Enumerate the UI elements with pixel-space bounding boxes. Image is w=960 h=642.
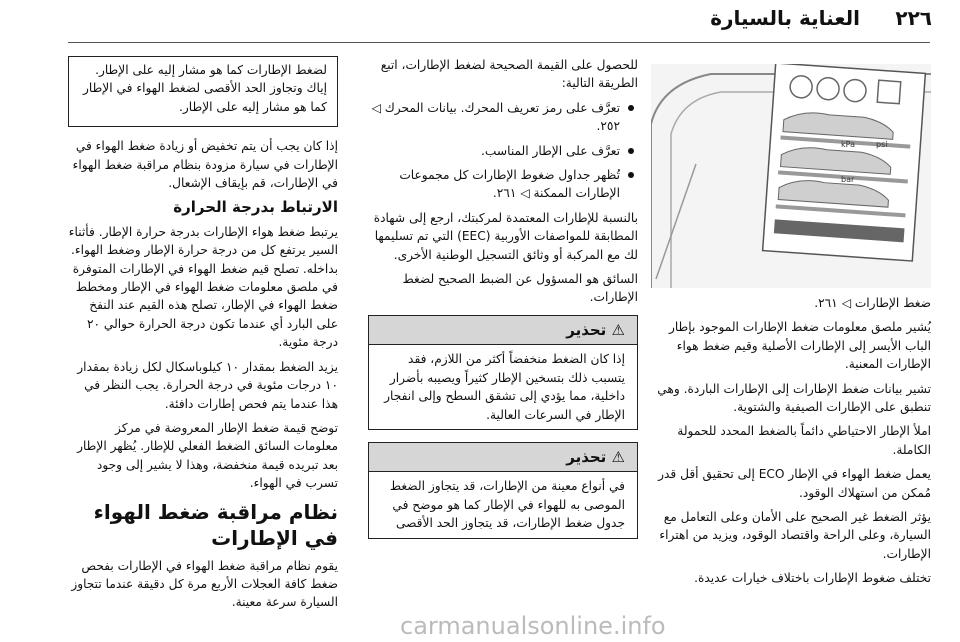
paragraph: يُشير ملصق معلومات ضغط الإطارات الموجود بإطار الباب الأيسر إلى الإطارات الأصلية وقيم ضغط هواء الإطارات المعنية. xyxy=(668,320,931,372)
warning-title: تحذير xyxy=(566,447,607,466)
paragraph: بالنسبة للإطارات المعتمدة لمركبتك، ارجع إلى شهادة المطابقة للمواصفات الأوربية (EEC) التي تم تسليمها لك مع المركبة أو وثائق التسجيل الوطنية الأخرى. xyxy=(373,210,638,262)
section-heading-tpms: نظام مراقبة ضغط الهواء في الإطارات xyxy=(93,499,338,550)
middle-column xyxy=(368,56,638,551)
warning-box xyxy=(368,442,638,539)
left-column xyxy=(68,56,338,618)
warning-body: إذا كان الضغط منخفضاً أكثر من اللازم، فقد يتسبب ذلك بتسخين الإطار كثيراً ويصيبه بأضرار داخلية، مما يؤدي إلى تشقق السطح وإلى انفجار الإطار في السرعات العالية. xyxy=(384,352,625,422)
paragraph: إذا كان يجب أن يتم تخفيض أو زيادة ضغط الهواء في الإطارات في سيارة مزودة بنظام مراقبة ضغط الهواء في الإطارات، قم بإيقاف الإشعال. xyxy=(72,139,338,191)
figure-unit-label: psi xyxy=(876,140,888,149)
warning-icon: ⚠ xyxy=(611,320,625,339)
warning-header xyxy=(369,443,637,472)
paragraph: يزيد الضغط بمقدار ١٠ كيلوباسكال لكل زيادة بمقدار ١٠ درجات مئوية في درجة الحرارة. يجب النظر في هذا عندما يتم فحص إطارات دافئة. xyxy=(77,359,338,411)
note-box xyxy=(68,56,338,127)
right-column xyxy=(651,294,931,594)
paragraph: السائق هو المسؤول عن الضبط الصحيح لضغط الإطارات. xyxy=(402,272,638,305)
paragraph: يقوم نظام مراقبة ضغط الهواء في الإطارات بفحص ضغط كافة العجلات الأربع مرة كل دقيقة عندما تتجاوز السيارة سرعة معينة. xyxy=(71,558,338,610)
warning-icon: ⚠ xyxy=(611,447,625,466)
page-header xyxy=(0,0,960,36)
warning-box xyxy=(368,315,638,430)
page-title: العناية بالسيارة xyxy=(710,6,860,30)
figure-unit-label: bar xyxy=(841,175,855,184)
door-frame-illustration xyxy=(651,64,931,288)
figure-unit-label: kPa xyxy=(841,140,855,149)
note-text: لضغط الإطارات كما هو مشار إليه على الإطار. إياك وتجاوز الحد الأقصى لضغط الهواء في الإطار كما هو مشار إليه على الإطار. xyxy=(82,63,327,114)
paragraph: يؤثر الضغط غير الصحيح على الأمان وعلى التعامل مع السيارة، وعلى الراحة واقتصاد الوقود، ويزيد من اهتراء الإطارات. xyxy=(659,510,931,561)
bullet-item: تُظهر جداول ضغوط الإطارات كل مجموعات الإطارات الممكنة ◁ ٢٦١. xyxy=(368,166,638,203)
paragraph: املأ الإطار الاحتياطي دائماً بالضغط المحدد للحمولة الكاملة. xyxy=(677,424,931,457)
paragraph: تختلف ضغوط الإطارات باختلاف خيارات عديدة. xyxy=(694,571,931,586)
paragraph: للحصول على القيمة الصحيحة لضغط الإطارات، اتبع الطريقة التالية: xyxy=(380,58,638,91)
bullet-item: تعرَّف على الإطار المناسب. xyxy=(368,142,638,160)
paragraph: توضح قيمة ضغط الإطار المعروضة في مركز معلومات السائق الضغط الفعلي للإطار. يُظهر الإطار بعد تبريده قيمة منخفضة، وهذا لا يشير إلى وجود تسرب في الهواء. xyxy=(77,420,338,491)
tire-pressure-label-figure xyxy=(651,64,931,288)
paragraph: ضغط الإطارات ◁ ٢٦١. xyxy=(814,296,931,310)
page-number: ٢٢٦ xyxy=(895,6,932,30)
warning-body: في أنواع معينة من الإطارات، قد يتجاوز الضغط الموصى به للهواء في الإطار كما هو موضح في جدول ضغط الإطارات، قد يتجاوز الحد الأقصى xyxy=(389,479,625,531)
paragraph: تشير بيانات ضغط الإطارات إلى الإطارات الباردة. وهي تنطبق على الإطارات الصيفية والشتوية. xyxy=(657,381,931,415)
paragraph: يرتبط ضغط هواء الإطارات بدرجة حرارة الإطار. فأثناء السير يرتفع كل من درجة حرارة الإطار وضغط الهواء. بداخله. تصلح قيم ضغط الهواء في الإطارات المتوفرة في ملصق معلومات ضغط الهواء في الإطار ومخطط ضغط الهواء في الإطار، تصلح هذه القيم عند النفخ على البارد أي عندما تكون درجة الحرارة حوالي ٢٠ درجة مئوية. xyxy=(68,224,338,350)
header-rule xyxy=(68,42,930,43)
watermark: carmanualsonline.info xyxy=(400,612,666,640)
warning-header xyxy=(369,316,637,345)
paragraph: يعمل ضغط الهواء في الإطار ECO إلى تحقيق أقل قدر مُمكن من استهلاك الوقود. xyxy=(658,467,931,500)
warning-title: تحذير xyxy=(566,320,607,339)
section-heading-temperature: الارتباط بدرجة الحرارة xyxy=(173,198,338,217)
bullet-item: تعرَّف على رمز تعريف المحرك. بيانات المحرك ◁ ٢٥٢. xyxy=(368,99,638,136)
